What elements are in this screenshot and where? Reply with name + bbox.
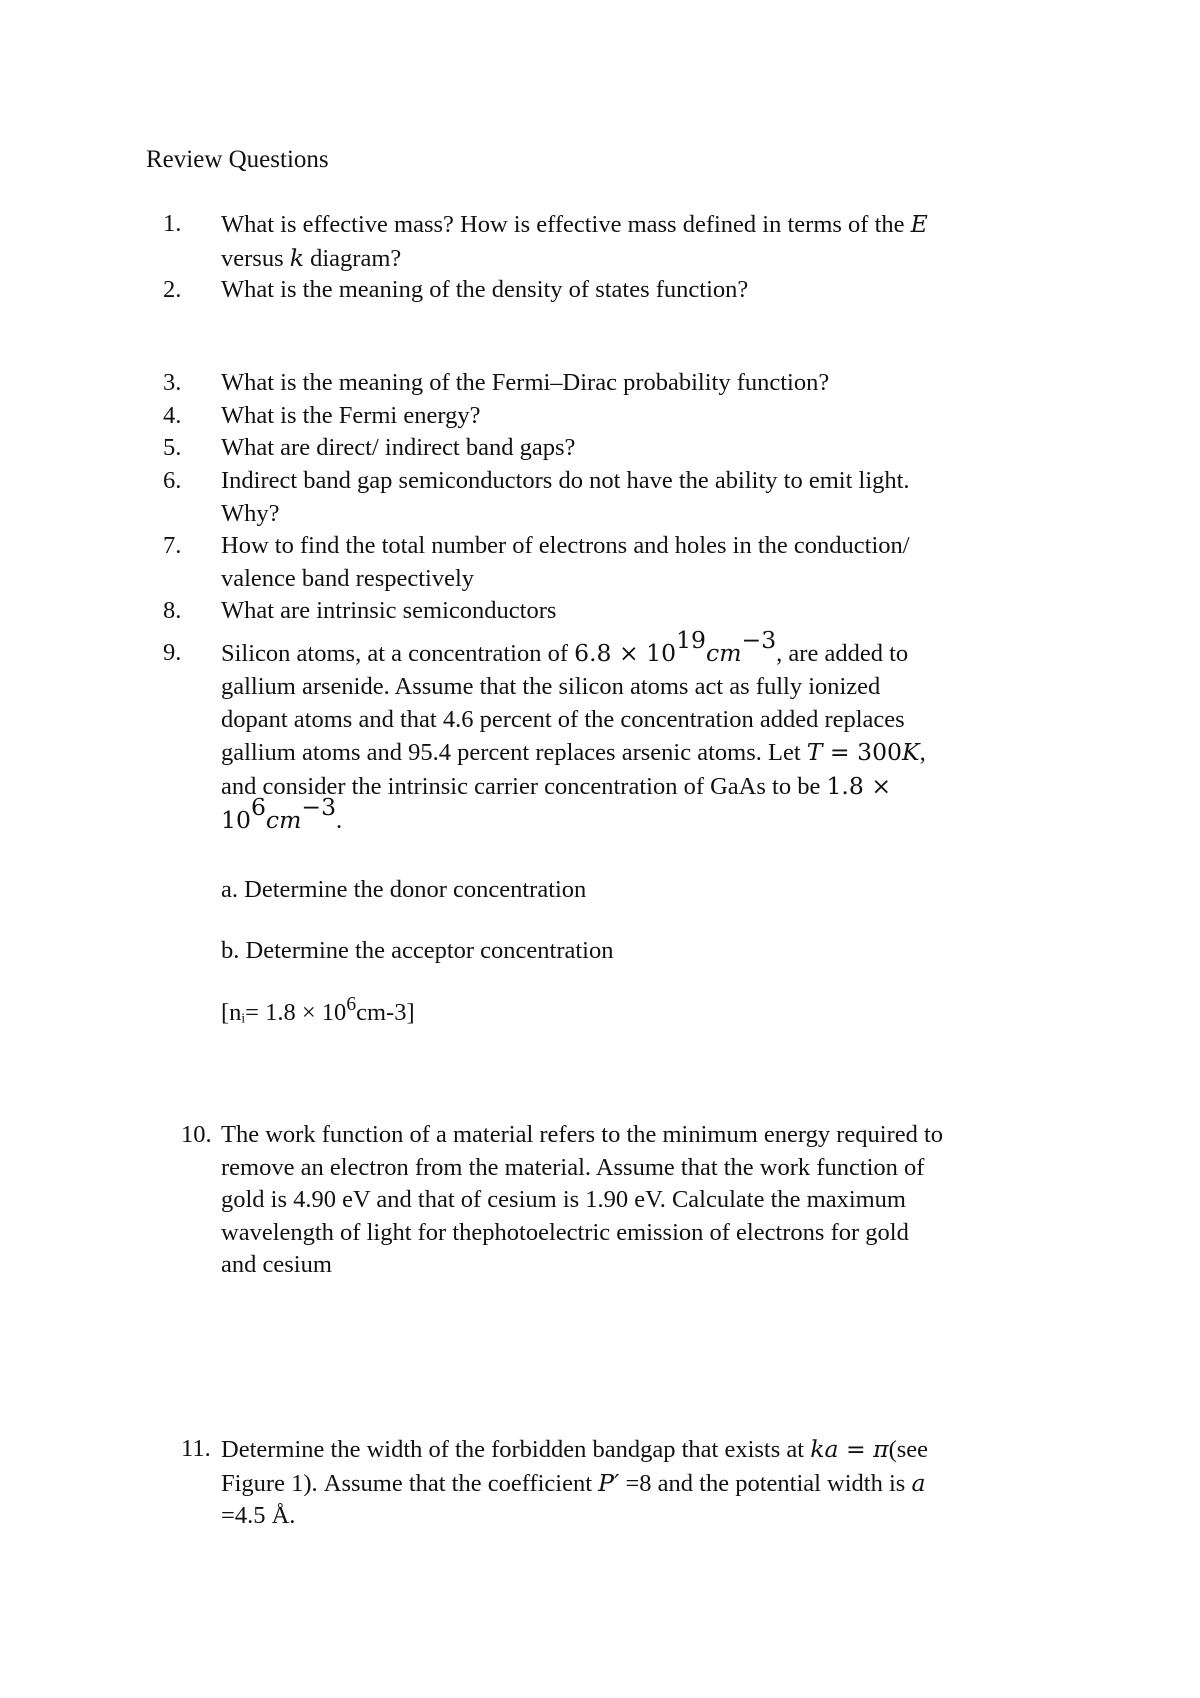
page-title: Review Questions	[146, 146, 329, 173]
document-page: Review Questions 1. What is effective mass? How is effective mass defined in terms of the E versus k diagram? 2. What is the meaning of the density of states function? 3. What is the meaning of the Fermi–Dirac probability function? 4. What is the Fermi energy? 5. What are direct/ indirect band gaps? 6. Indirect band gap semiconductors do not have the ability to emit light. Why? 7. How to find the total number of electrons and holes in the conduction/ valence band respectively 8. What are intrinsic semiconductors 9. Silicon atoms, at a concentration of $6.8 \times 10^{19}cm^{-3}$, are added to gallium arsenide. Assume that the silicon atoms act as fully ionized dopant atoms and that 4.6 percent of the concentration added replaces gallium atoms and 95.4 percent replaces arsenic atoms. Let T = 300K, and consider the intrinsic carrier concentration of GaAs to be 1.8 × $10^6cm^{-3}$. a. Determine the donor concentration b. Determine the acceptor concentration $[ni= 1.8 \times 10^6cm-3]$ 10. The work function of a material refers to the minimum energy required to remove an electron from the material. Assume that the work function of gold is 4.90 eV and that of cesium is 1.90 eV. Calculate the maximum wavelength of light for thephotoelectric emission of electrons for gold and cesium 11. Determine the width of the forbidden bandgap that exists at ka = π(see Figure 1). Assume that the coefficient P′ =8 and the potential width is a =4.5 Å.	[146, 146, 944, 1530]
question-number: 9.	[163, 639, 182, 666]
question-number: 10.	[181, 1121, 212, 1148]
question-number: 3.	[163, 369, 182, 396]
question-number: 1.	[163, 210, 182, 237]
question-9-part-a: a. Determine the donor concentration	[221, 876, 587, 903]
question-number: 8.	[163, 597, 182, 624]
question-number: 5.	[163, 434, 182, 461]
question-9-part-b: b. Determine the acceptor concentration	[221, 937, 614, 964]
question-number: 2.	[163, 276, 182, 303]
question-number: 7.	[163, 532, 182, 559]
question-number: 4.	[163, 402, 182, 429]
question-number: 6.	[163, 467, 182, 494]
question-9-note: $[ni= 1.8 \times 10^6cm-3]$	[221, 994, 415, 1026]
question-number: 11.	[181, 1435, 211, 1462]
